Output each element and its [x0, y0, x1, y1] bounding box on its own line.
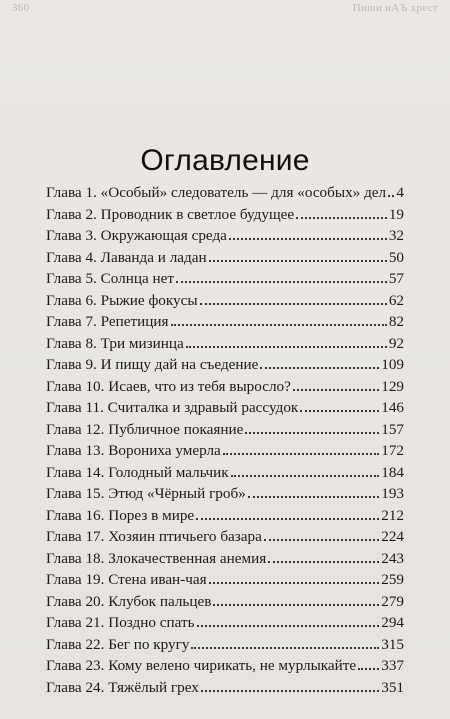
toc-entry: [46, 655, 404, 677]
toc-entry: [46, 677, 404, 699]
toc-entry: [46, 505, 404, 527]
toc-entry-page: 351: [381, 678, 404, 696]
running-title: Пиши иАЪ хрест: [352, 2, 438, 14]
toc-entry: [46, 204, 404, 226]
dot-leader: [293, 389, 379, 391]
dot-leader: [296, 217, 387, 219]
toc-entry-title: Глава 13. Ворониха умерла: [46, 442, 221, 459]
toc-entry-title: Глава 8. Три мизинца: [46, 334, 184, 352]
toc-entry: [46, 612, 404, 634]
toc-entry: [46, 247, 404, 269]
toc-entry-page: 82: [388, 313, 404, 330]
toc-entry-page: 50: [388, 248, 404, 266]
toc-entry-title: Глава 9. И пищу дай на съедение: [46, 356, 259, 373]
toc-entry-page: 92: [388, 334, 404, 352]
toc-heading: Оглавление: [140, 144, 310, 178]
dot-leader: [191, 647, 379, 649]
toc-entry: [46, 225, 404, 247]
toc-entry-title: Глава 21. Поздно спать: [46, 614, 195, 631]
dot-leader: [223, 453, 379, 455]
toc-entry-title: Глава 19. Стена иван-чая: [46, 571, 207, 588]
dot-leader: [209, 582, 380, 584]
toc-entry: [46, 634, 404, 656]
toc-entry: [46, 483, 404, 505]
toc-entry-title: Глава 4. Лаванда и ладан: [46, 248, 207, 266]
toc-entry-title: Глава 14. Голодный мальчик: [46, 463, 229, 481]
toc-entry-title: Глава 1. «Особый» следователь — для «особых» дел: [46, 184, 387, 201]
dot-leader: [176, 281, 387, 283]
toc-entry-page: 224: [381, 528, 404, 545]
dot-leader: [201, 690, 379, 692]
toc-entry-title: Глава 20. Клубок пальцев: [46, 592, 212, 610]
dot-leader: [245, 432, 379, 434]
toc-entry-page: 157: [381, 420, 404, 438]
toc-entry: [46, 268, 404, 290]
toc-entry-title: Глава 22. Бег по кругу: [46, 635, 190, 653]
toc-entry-title: Глава 18. Злокачественная анемия: [46, 549, 267, 567]
dot-leader: [171, 324, 387, 326]
dot-leader: [196, 518, 379, 520]
toc-entry-title: Глава 6. Рыжие фокусы: [46, 291, 198, 309]
dot-leader: [186, 346, 387, 348]
toc-entry-page: 243: [381, 549, 404, 567]
toc-entry: [46, 311, 404, 333]
toc-entry-page: 129: [381, 377, 404, 395]
toc-entry-title: Глава 24. Тяжёлый грех: [46, 678, 199, 696]
toc-entry: [46, 440, 404, 462]
toc-entry-page: 212: [381, 506, 404, 524]
dot-leader: [229, 238, 387, 240]
toc-entry-page: 19: [388, 205, 404, 223]
dot-leader: [358, 668, 379, 670]
page-number: 360: [12, 2, 30, 14]
toc-entry: [46, 569, 404, 591]
toc-entry-page: 62: [388, 291, 404, 309]
toc-entry-title: Глава 17. Хозяин птичьего базара: [46, 528, 262, 545]
toc-entry: [46, 548, 404, 570]
toc-entry-page: 57: [388, 270, 404, 287]
dot-leader: [268, 561, 379, 563]
toc-entry-title: Глава 10. Исаев, что из тебя выросло?: [46, 377, 291, 395]
dot-leader: [209, 260, 387, 262]
table-of-contents: [46, 182, 404, 698]
toc-entry: [46, 419, 404, 441]
toc-entry-title: Глава 5. Солнца нет: [46, 270, 175, 287]
toc-entry: [46, 397, 404, 419]
toc-entry-title: Глава 7. Репетиция: [46, 313, 169, 330]
dot-leader: [260, 367, 379, 369]
toc-entry-page: 109: [381, 356, 404, 373]
toc-entry-page: 184: [381, 463, 404, 481]
toc-entry-title: Глава 2. Проводник в светлое будущее: [46, 205, 295, 223]
toc-entry: [46, 182, 404, 204]
toc-entry-page: 259: [381, 571, 404, 588]
dot-leader: [300, 410, 379, 412]
toc-entry-page: 193: [381, 485, 404, 502]
toc-entry: [46, 462, 404, 484]
toc-entry-title: Глава 23. Кому велено чирикать, не мурлыкайте: [46, 657, 357, 674]
toc-entry-page: 315: [381, 635, 404, 653]
dot-leader: [248, 496, 379, 498]
toc-entry-page: 172: [381, 442, 404, 459]
dot-leader: [264, 539, 379, 541]
toc-entry: [46, 333, 404, 355]
toc-entry-title: Глава 16. Порез в мире: [46, 506, 195, 524]
toc-entry-page: 294: [381, 614, 404, 631]
toc-entry: [46, 354, 404, 376]
toc-entry-page: 32: [388, 227, 404, 244]
toc-entry: [46, 290, 404, 312]
toc-entry: [46, 376, 404, 398]
dot-leader: [231, 475, 380, 477]
toc-entry-title: Глава 3. Окружающая среда: [46, 227, 227, 244]
toc-entry-page: 146: [381, 399, 404, 416]
toc-entry: [46, 591, 404, 613]
dot-leader: [200, 303, 387, 305]
toc-entry-page: 4: [396, 184, 404, 201]
toc-entry: [46, 526, 404, 548]
toc-entry-title: Глава 15. Этюд «Чёрный гроб»: [46, 485, 246, 502]
dot-leader: [388, 195, 394, 197]
dot-leader: [213, 604, 379, 606]
toc-entry-page: 337: [381, 657, 404, 674]
running-head: [12, 2, 438, 14]
toc-entry-title: Глава 11. Считалка и здравый рассудок: [46, 399, 299, 416]
dot-leader: [197, 625, 380, 627]
toc-entry-page: 279: [381, 592, 404, 610]
toc-entry-title: Глава 12. Публичное покаяние: [46, 420, 244, 438]
